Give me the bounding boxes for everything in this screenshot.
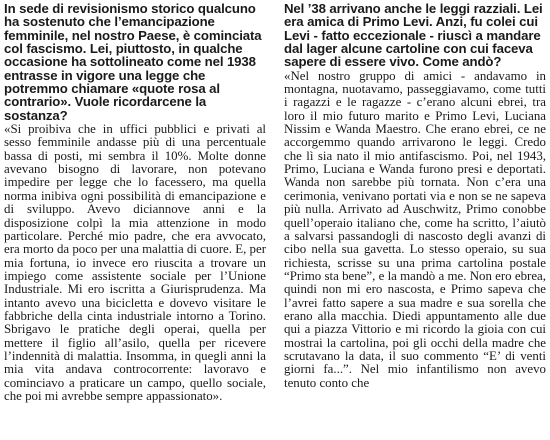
interview-question: In sede di revisionismo storico qualcuno ha sostenuto che l’emancipazione femminile, nel nostro Paese, è cominciata col fascismo. Lei, piuttosto, in qualche occasione ha sottolineato come nel 1938 entrasse in vigore una legge che potremmo chiamare «quote rosa al contrario». Vuole ricordarcene la sostanza? — [4, 1, 262, 123]
right-column — [284, 2, 546, 390]
left-column — [4, 2, 266, 403]
interview-answer: «Si proibiva che in uffici pubblici e privati al sesso femminile andasse più di una percentuale bassa di posti, mi sembra il 10%. Molte donne avevano bisogno di lavorare, non potevano impedire per legge che lo facessero, ma quella norma inibiva ogni possibilità di emancipazione e di sviluppo. Avevo diciannove anni e la disposizione colpì la mia attenzione in modo particolare. Perché mio padre, che era avvocato, era morto da poco per una malattia di cuore. E, per mia fortuna, io invece ero riuscita a trovare un impiego come assistente sociale per l’Unione Industriale. Mi ero iscritta a Giurisprudenza. Ma intanto avevo una bicicletta e dovevo visitare le fabbriche della cinta industriale intorno a Torino. Sbrigavo le pratiche degli operai, quella per mettere il figlio all’asilo, quella per ricevere l’indennità di malattia. Insomma, in quegli anni la mia vita andava controcorrente: lavoravo e cominciavo a praticare un campo, quello sociale, che poi mi avrebbe sempre appassionato». — [4, 122, 266, 403]
interview-answer: «Nel nostro gruppo di amici - andavamo in montagna, nuotavamo, passeggiavamo, come tutti i ragazzi e le ragazze - c’erano alcuni ebrei, tra loro il mio futuro marito e Primo Levi, Luciana Nissim e Wanda Maestro. Che erano ebrei, ce ne accorgemmo quando arrivarono le leggi. Credo che lì sia nato il mio antifascismo. Poi, nel 1943, Primo, Luciana e Wanda furono presi e deportati. Wanda non sarebbe più tornata. Non c’era una cerimonia, venivano portati via e non se ne sapeva più nulla. Arrivato ad Auschwitz, Primo conobbe quell’operaio italiano che, come ha scritto, l’aiutò a salvarsi passandogli di nascosto degli avanzi di cibo nella sua gavetta. Lo stesso operaio, su sua richiesta, scrisse su una prima cartolina postale “Primo sta bene”, e la mandò a me. Non ero ebrea, quindi non mi ero nascosta, e Primo sapeva che l’avrei fatto sapere a sua madre e sua sorella che erano alla macchia. Diedi appuntamento alle due qui a piazza Vittorio e mi ricordo la gioia con cui mostrai la cartolina, poi gli occhi della madre che scrutavano la data, il suo commento “E’ di venti giorni fa...”. Nel mio infantilismo non avevo tenuto conto che — [284, 68, 546, 390]
interview-question: Nel ’38 arrivano anche le leggi razziali. Lei era amica di Primo Levi. Anzi, fu colei cui Levi - fatto eccezionale - riuscì a mandare dal lager alcune cartoline con cui faceva sapere di essere vivo. Come andò? — [284, 1, 543, 70]
